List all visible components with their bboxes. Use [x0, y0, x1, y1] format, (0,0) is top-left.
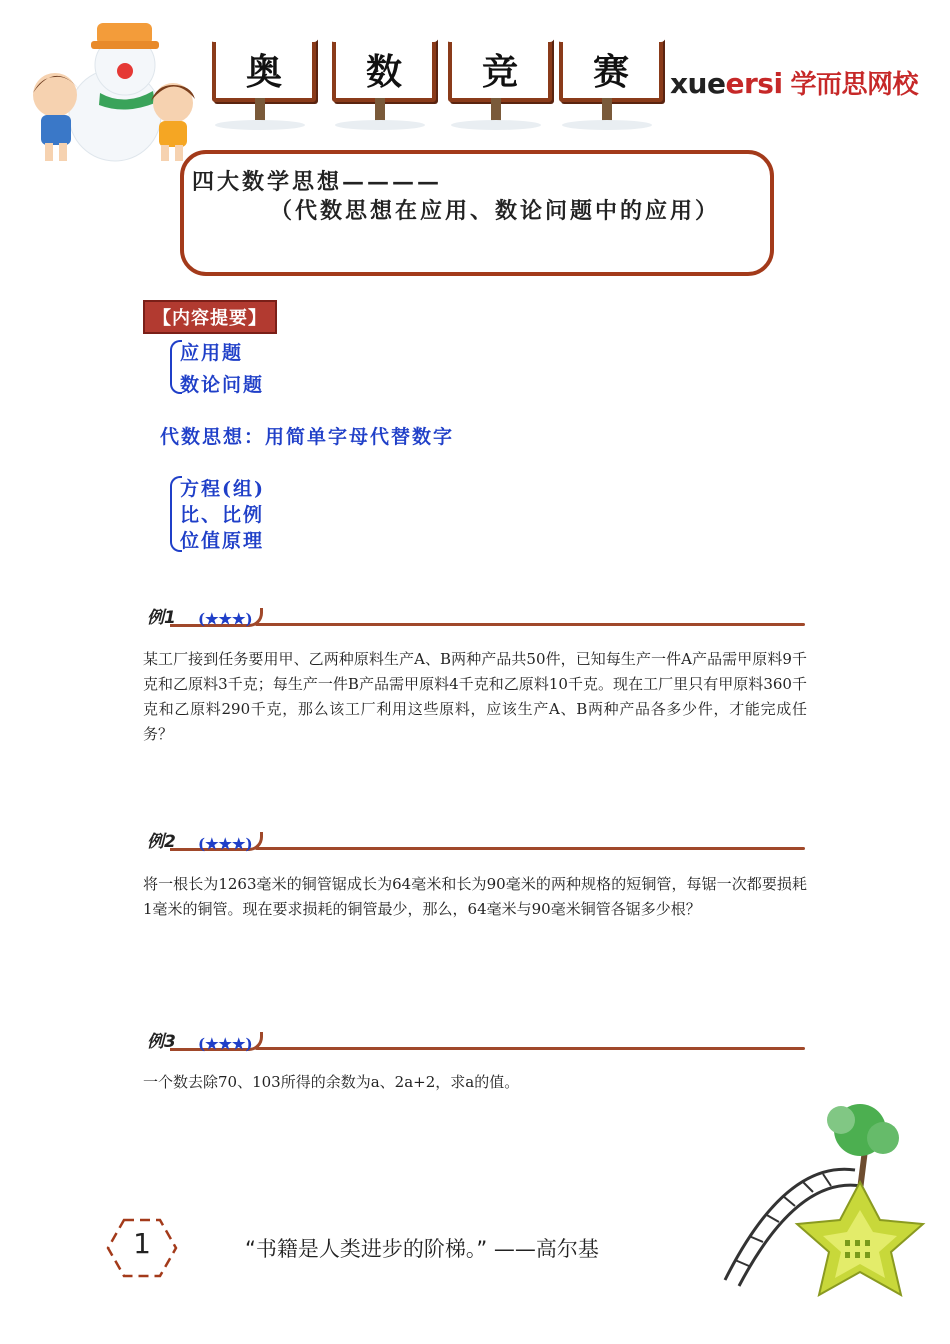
example-divider: [255, 847, 805, 850]
header-sign-3: 竞: [448, 36, 552, 102]
footer-quote: “书籍是人类进步的阶梯。” ——高尔基: [245, 1237, 599, 1261]
summary-item-ratio: 比、比例: [180, 504, 265, 526]
header-sign-1: 奥: [212, 36, 316, 102]
example-1-stars: (★★★): [198, 610, 253, 628]
example-divider: [255, 1047, 805, 1050]
summary-item-place-value: 位值原理: [180, 530, 265, 552]
page-title-line1: 四大数学思想————: [192, 169, 443, 195]
header-sign-2: 数: [332, 36, 436, 102]
snow-drift: [215, 120, 305, 130]
example-divider: [255, 623, 805, 626]
brand-latin-b: ersi: [725, 67, 783, 100]
summary-badge: 【内容提要】: [143, 300, 277, 334]
algebra-idea: 代数思想：用简单字母代替数字: [160, 426, 455, 448]
brand-cn: 学而思网校: [790, 70, 919, 100]
example-1-text: 某工厂接到任务要用甲、乙两种原料生产A、B两种产品共50件，已知每生产一件A产品需甲原料9千克和乙原料3千克；每生产一件B产品需甲原料4千克和乙原料10千克。现在工厂里只有甲原料360千克和乙原料290千克，那么该工厂利用这些原料，应该生产A、B两种产品各多少件，才能完成任务？: [143, 650, 807, 743]
snow-drift: [335, 120, 425, 130]
example-2-stars: (★★★): [198, 835, 253, 853]
example-2-text: 将一根长为1263毫米的铜管锯成长为64毫米和长为90毫米的两种规格的短铜管，每锯一次都要损耗1毫米的铜管。现在要求损耗的铜管最少，那么，64毫米与90毫米铜管各锯多少根？: [143, 875, 807, 918]
snow-drift: [451, 120, 541, 130]
snow-drift: [562, 120, 652, 130]
page-title-line2: （代数思想在应用、数论问题中的应用）: [270, 198, 721, 224]
summary-item-number-theory: 数论问题: [180, 374, 265, 396]
example-3-stars: (★★★): [198, 1035, 253, 1053]
example-1-label: 例1: [147, 608, 176, 628]
brand-logo: [670, 64, 918, 101]
example-3-text: 一个数去除70、103所得的余数为a、2a+2，求a的值。: [143, 1073, 520, 1091]
brand-latin-a: xue: [670, 67, 726, 100]
summary-item-equations: 方程(组): [180, 478, 265, 500]
example-3-label: 例3: [147, 1032, 176, 1052]
page-number: 1: [133, 1227, 151, 1260]
example-2-label: 例2: [147, 832, 176, 852]
header-sign-4: 赛: [559, 36, 663, 102]
tree-star-illustration: [705, 1090, 940, 1340]
kids-snowman-illustration: [15, 15, 210, 170]
summary-item-applied: 应用题: [180, 342, 244, 364]
